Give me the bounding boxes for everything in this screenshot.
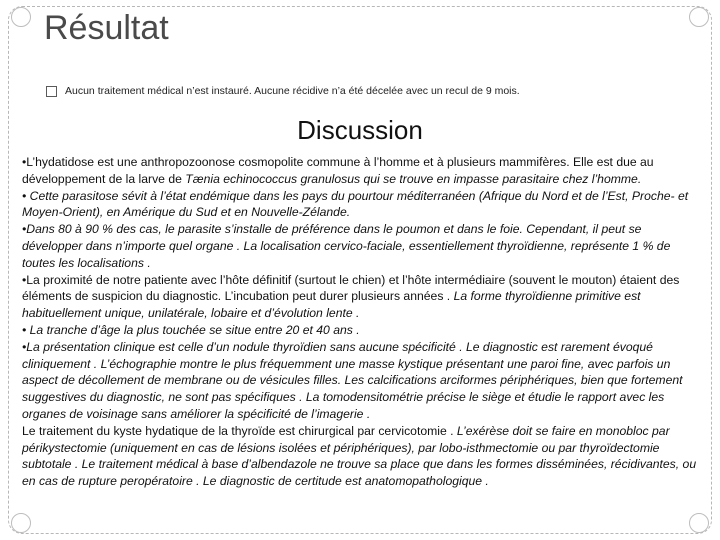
paragraph-proximity [22,272,702,322]
frame-corner-ornament [11,7,31,27]
paragraph-text: •La proximité de notre patiente avec l’hôte définitif (surtout le chien) et l’hôte intermédiaire (souvent le mouton) étaient des éléments de suspicion du diagnostic. L’incubation peut durer plusieurs années . [22,272,680,304]
square-bullet-icon [46,86,57,97]
paragraph-age: • La tranche d’âge la plus touchée se situe entre 20 et 40 ans . [22,322,360,337]
paragraph-text-italic: Tænia echinococcus granulosus qui se trouve en impasse parasitaire chez l’homme. [185,171,642,186]
paragraph-text: Le traitement du kyste hydatique de la thyroïde est chirurgical par cervicotomie . [22,423,457,438]
paragraph-text-italic: La forme thyroïdienne primitive est habituellement unique, unilatérale, lobaire et d’évolution lente . [22,289,641,321]
paragraph-text-italic: L’exérèse doit se faire en monobloc par périkystectomie (uniquement en cas de lésions isolées et périphériques), par lobo-isthmectomie ou par thyroïdectomie subtotale . Le traitement médical à base d’albendazole ne trouve sa place que dans les formes disséminées, récidivantes, ou en cas de rupture peropératoire . Le diagnostic de certitude est anatomopathologique . [22,423,697,489]
frame-corner-ornament [689,7,709,27]
paragraph-endemic: • Cette parasitose sévit à l’état endémique dans les pays du pourtour méditerranéen (Afrique du Nord et de l’Est, Proche- et Moyen-Orient), en Amérique du Sud et en Nouvelle-Zélande. [22,188,689,220]
paragraph-clinical: •La présentation clinique est celle d’un nodule thyroïdien sans aucune spécificité . Le diagnostic est rarement évoqué cliniquement . L’échographie montre le plus fréquemment une masse kystique présentant une paroi fine, avec parfois un aspect de décollement de membrane ou de vésicules filles. Les calcifications arciformes périphériques, bien que fortement suggestives du diagnostic, ne sont pas spécifiques . La tomodensitométrie précise le siège et étudie le rapport avec les organes de voisinage sans améliorer la spécificité de l’imagerie . [22,339,683,421]
slide-title: Résultat [44,9,169,47]
discussion-body [22,154,702,490]
frame-corner-ornament [11,513,31,533]
paragraph-epidemiology [22,154,702,188]
frame-corner-ornament [689,513,709,533]
paragraph-treatment [22,423,702,490]
paragraph-text: •L’hydatidose est une anthropozoonose cosmopolite commune à l’homme et à plusieurs mammifères. Elle est due au développement de la larve de [22,155,654,186]
result-bullet [46,84,700,98]
result-bullet-text: Aucun traitement médical n’est instauré. Aucune récidive n’a été décelée avec un recul de 9 mois. [65,85,520,97]
paragraph-localisation: •Dans 80 à 90 % des cas, le parasite s’installe de préférence dans le poumon et dans le foie. Cependant, il peut se développer dans n’importe quel organe . La localisation cervico-faciale, essentiellement thyroïdienne, représente 1 % de toutes les localisations . [22,222,671,270]
discussion-title: Discussion [297,115,423,145]
